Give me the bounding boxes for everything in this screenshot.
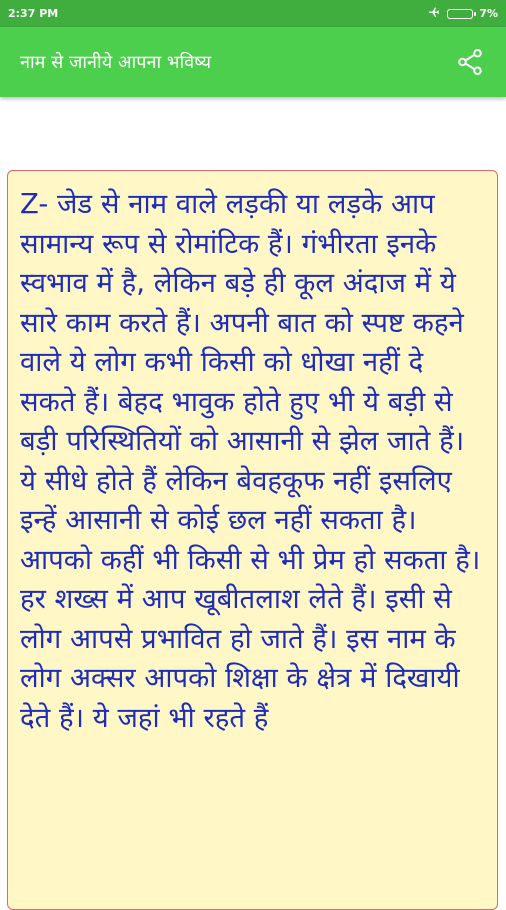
share-button[interactable] (452, 44, 488, 80)
content-card (7, 170, 498, 910)
app-bar (0, 27, 506, 97)
battery-icon (447, 9, 473, 19)
airplane-mode-icon (427, 6, 441, 21)
status-time: 2:37 PM (8, 7, 59, 20)
battery-percent: 7% (479, 7, 498, 20)
app-title: नाम से जानीये आपना भविष्य (20, 52, 212, 73)
status-bar (0, 0, 506, 27)
share-icon (455, 47, 485, 77)
content-text: Z- जेड से नाम वाले लड़की या लड़के आप सामान्य रूप से रोमांटिक हैं। गंभीरता इनके स्वभाव में है, लेकिन बड़े ही कूल अंदाज में ये सारे काम करते हैं। अपनी बात को स्पष्ट कहने वाले ये लोग कभी किसी को धोखा नहीं दे सकते हैं। बेहद भावुक होते हुए भी ये बड़ी से बड़ी परिस्थितियों को आसानी से झेल जाते हैं। ये सीधे होते हैं लेकिन बेवहकूफ नहीं इसलिए इन्हें आसानी से कोई छल नहीं सकता है। आपको कहीं भी किसी से भी प्रेम हो सकता है। हर शख्स में आप खूबीतलाश लेते हैं। इसी से लोग आपसे प्रभावित हो जाते हैं। इस नाम के लोग अक्सर आपको शिक्षा के क्षेत्र में दिखायी देते हैं। ये जहां भी रहते हैं (20, 188, 481, 734)
status-icons (427, 6, 498, 21)
